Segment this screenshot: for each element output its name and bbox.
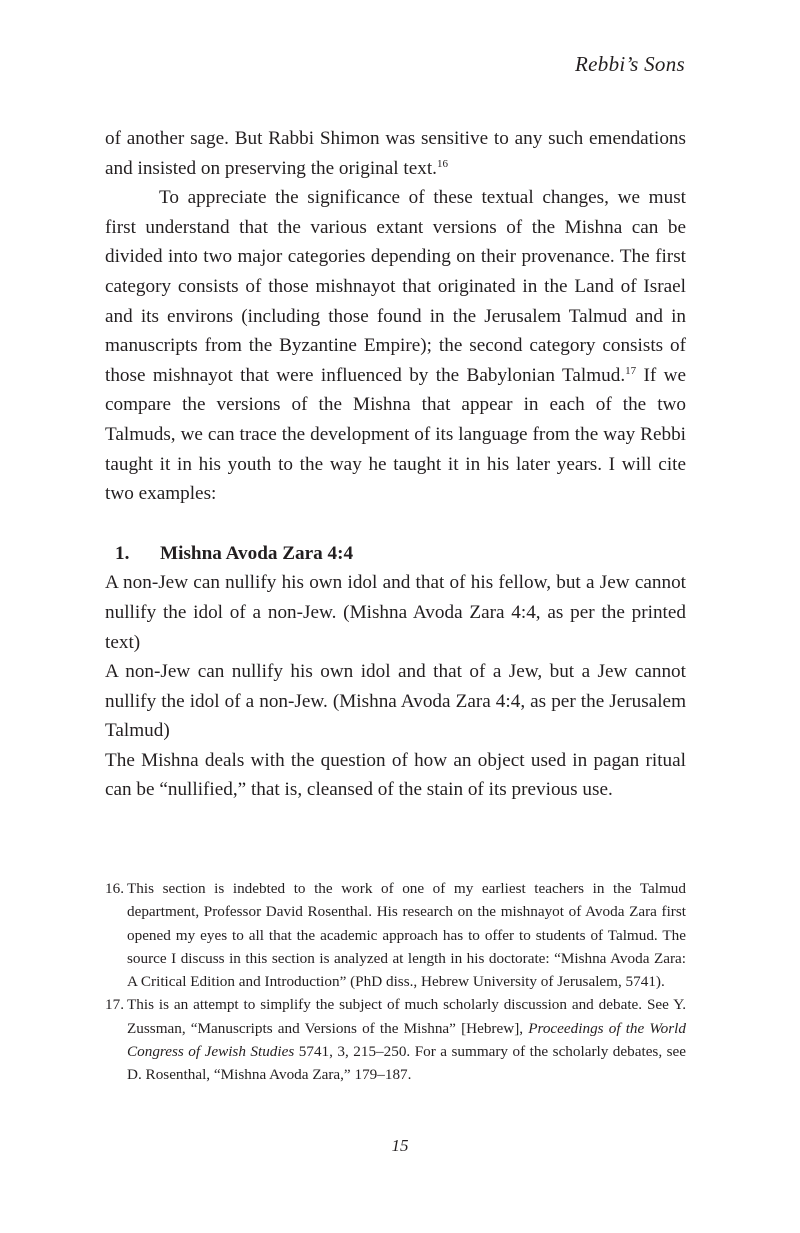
footnote-ref-16[interactable]: 16 xyxy=(436,157,448,170)
paragraph-1-text: of another sage. But Rabbi Shimon was sensitive to any such emendations and insisted on preserving the original text. xyxy=(105,128,686,179)
footnote-journal-title: Proceedings of the World Congress of Jewish Studies xyxy=(127,1019,686,1061)
footnote-text: This section is indebted to the work of one of my earliest teachers in the Talmud department, Professor David Rosenthal. His research on the mishnayot of Avoda Zara first opened my eyes to all that the academic approach has to offer to students of Talmud. The source I discuss in this section is analyzed at length in his doctorate: “Mishna Avoda Zara: A Critical Edition and Introduction” (PhD diss., Hebrew University of Jerusalem, 5741). xyxy=(127,880,686,991)
footnote-text-a: This is an attempt to simplify the subject of much scholarly discussion and debate. See Y. Zussman, “Manuscripts and Versions of the Mishna” [Hebrew], xyxy=(127,996,686,1037)
footnote-text xyxy=(127,993,686,1086)
footnote-ref-17[interactable]: 17 xyxy=(625,364,637,377)
footnote-number: 17. xyxy=(105,996,124,1014)
page-number: 15 xyxy=(391,1136,409,1155)
footnote-number: 16. xyxy=(105,880,124,897)
paragraph-3: The Mishna deals with the question of how an object used in pagan ritual can be “nullified,” that is, cleansed of the stain of its previous use. xyxy=(105,749,686,801)
list-item-title: Mishna Avoda Zara 4:4 xyxy=(160,542,354,564)
block-quote-2: A non-Jew can nullify his own idol and that of a Jew, but a Jew cannot nullify the idol of a non-Jew. (Mishna Avoda Zara 4:4, as per the Jerusalem Talmud) xyxy=(105,661,686,742)
list-item-heading xyxy=(105,539,686,569)
paragraph-1 xyxy=(105,124,686,183)
running-head: Rebbi’s Sons xyxy=(575,52,685,76)
block-quote-1: A non-Jew can nullify his own idol and that of his fellow, but a Jew cannot nullify the idol of a non-Jew. (Mishna Avoda Zara 4:4, as per the printed text) xyxy=(105,572,686,653)
footnote-16 xyxy=(105,877,686,993)
body-text xyxy=(105,124,686,805)
list-item-number: 1. xyxy=(115,542,130,564)
footnote-17 xyxy=(105,993,686,1086)
paragraph-2 xyxy=(105,183,686,509)
footnotes xyxy=(105,877,686,1087)
paragraph-2-text-a: To appreciate the significance of these textual changes, we must first understand that the various extant versions of the Mishna can be divided into two major categories depending on their provenance. The first category consists of those mishnayot that originated in the Land of Israel and its environs (including those found in the Jerusalem Talmud and in manuscripts from the Byzantine Empire); the second category consists of those mishnayot that were influenced by the Babylonian Talmud. xyxy=(105,187,686,386)
footnote-text-b: 5741, 3, 215–250. For a summary of the scholarly debates, see D. Rosenthal, “Mishna Avoda Zara,” 179–187. xyxy=(127,1043,687,1084)
paragraph-2-text-b: If we compare the versions of the Mishna that appear in each of the two Talmuds, we can trace the development of its language from the way Rebbi taught it in his youth to the way he taught it in his later years. I will cite two examples: xyxy=(105,364,686,505)
